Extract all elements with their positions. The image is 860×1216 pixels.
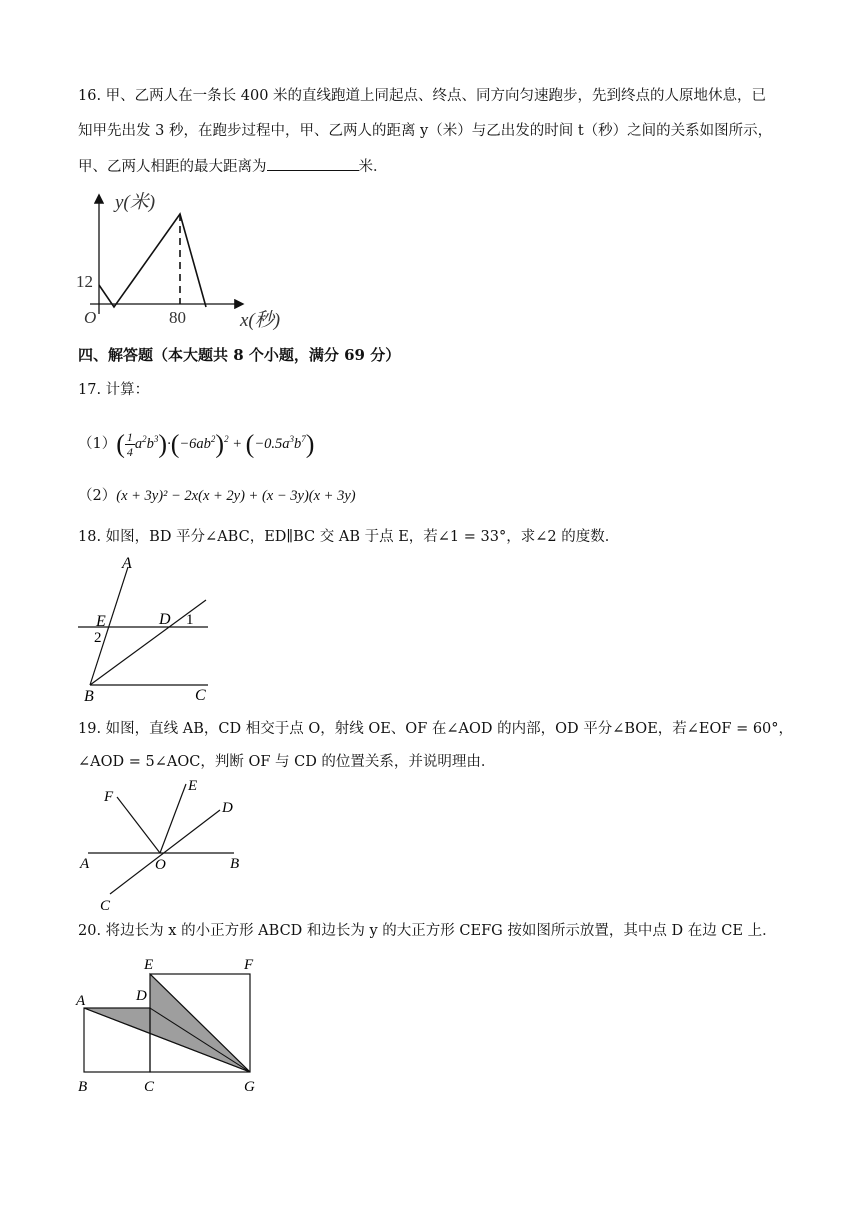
q16-line-1: 16. 甲、乙两人在一条长 400 米的直线跑道上同起点、终点、同方向匀速跑步，先到终点的人原地休息，已	[78, 88, 767, 104]
q19-figure	[74, 776, 254, 916]
label-D: D	[136, 988, 147, 1004]
label-D: D	[222, 800, 233, 816]
label-1: 1	[186, 612, 194, 628]
label-A: A	[80, 856, 90, 872]
graph-origin: O	[84, 308, 97, 327]
label-F: F	[244, 957, 254, 973]
label-A: A	[76, 993, 86, 1009]
label-D: D	[159, 611, 171, 628]
q18-figure	[72, 552, 232, 704]
q16-answer-blank	[267, 156, 359, 171]
label-2: 2	[94, 630, 102, 646]
q17-part-2-label: （2）	[78, 488, 117, 504]
q16-line-2: 知甲先出发 3 秒，在跑步过程中，甲、乙两人的距离 y（米）与乙出发的时间 t（秒）之间的关系如图所示，	[78, 123, 773, 139]
q18-text: 18. 如图，BD 平分∠ABC，ED∥BC 交 AB 于点 E，若∠1 = 33°，求∠2 的度数．	[78, 529, 620, 545]
q16-line-3-text: 甲、乙两人相距的最大距离为	[78, 159, 267, 175]
line-cd	[110, 810, 220, 894]
q17-part-1-label: （1）	[78, 435, 117, 452]
label-E: E	[96, 613, 106, 630]
label-C: C	[100, 898, 111, 914]
q20-figure	[74, 954, 274, 1096]
label-B: B	[78, 1079, 88, 1095]
graph-xlabel: x(秒)	[240, 310, 281, 331]
q19-line-1: 19. 如图，直线 AB，CD 相交于点 O，射线 OE、OF 在∠AOD 的内部，OD 平分∠BOE，若∠EOF = 60°，	[78, 721, 794, 737]
section-4-title: 四、解答题（本大题共 8 个小题，满分 69 分）	[78, 346, 401, 364]
label-G: G	[244, 1079, 255, 1095]
distance-curve	[99, 214, 206, 307]
q20-text: 20. 将边长为 x 的小正方形 ABCD 和边长为 y 的大正方形 CEFG 按如图所示放置，其中点 D 在边 CE 上．	[78, 923, 777, 939]
label-C: C	[195, 687, 206, 704]
ray-of	[117, 797, 160, 853]
q17-part-1-expression: ( $\frac{1}{4}$ $a^2b^3)\cdot(-6ab^2)^2 + (-0.5a^3b^7)$	[116, 429, 315, 459]
ray-oe	[160, 784, 186, 853]
q17-part-2-expression: (x + 3y)² − 2x(x + 2y) + (x − 3y)(x + 3y)	[116, 488, 356, 504]
label-E: E	[188, 778, 198, 794]
q17-part-1	[78, 417, 314, 461]
graph-y-tick: 12	[76, 272, 93, 291]
label-F: F	[104, 789, 114, 805]
fraction-one-quarter: $\frac{1}{4}$	[126, 430, 133, 459]
q16-line-3	[78, 156, 388, 177]
label-A: A	[122, 555, 132, 572]
label-C: C	[144, 1079, 155, 1095]
label-B: B	[84, 688, 94, 704]
q16-distance-time-graph	[72, 190, 292, 332]
q19-line-2: ∠AOD = 5∠AOC，判断 OF 与 CD 的位置关系，并说明理由．	[78, 754, 496, 770]
label-B: B	[230, 856, 240, 872]
label-O: O	[155, 857, 166, 873]
graph-ylabel: y(米)	[115, 192, 156, 213]
q16-line-3-unit: 米．	[358, 159, 388, 175]
q17-part-2	[78, 486, 356, 506]
label-E: E	[144, 957, 154, 973]
q17-title: 17. 计算：	[78, 382, 150, 398]
graph-x-tick: 80	[169, 308, 186, 327]
